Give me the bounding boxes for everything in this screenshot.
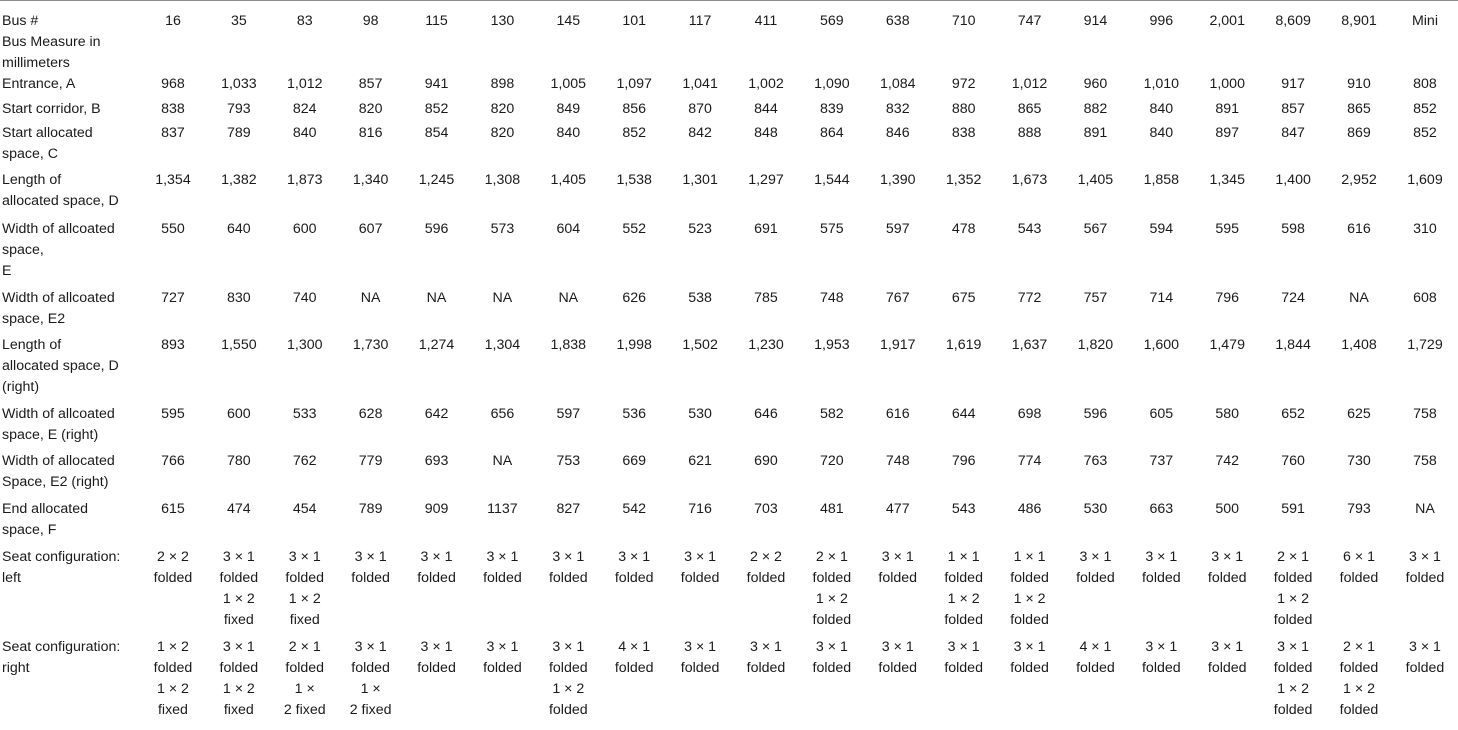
table-cell: 600 bbox=[292, 221, 317, 237]
table-cell: 1,390 bbox=[880, 172, 916, 188]
table-cell: 720 bbox=[820, 453, 844, 469]
table-cell: 2 × 1 folded 1 × 2 fixed bbox=[283, 639, 326, 718]
table-cell: 543 bbox=[1017, 221, 1042, 237]
table-cell: 869 bbox=[1347, 125, 1371, 141]
table-cell: 1,005 bbox=[550, 76, 587, 92]
table-cell: 698 bbox=[1017, 406, 1042, 422]
table-cell: 2 × 2 folded bbox=[153, 549, 193, 586]
table-cell: 3 × 1 folded 1 × 2 fixed bbox=[219, 549, 259, 628]
table-cell: 3 × 1 folded bbox=[1010, 639, 1049, 676]
table-cell: 530 bbox=[1083, 501, 1108, 517]
table-cell: 604 bbox=[556, 221, 581, 237]
table-cell: 737 bbox=[1149, 453, 1174, 469]
header-cell-bus-number: 16 bbox=[165, 13, 181, 29]
table-cell: 779 bbox=[358, 453, 383, 469]
table-cell: 1,550 bbox=[221, 337, 257, 353]
header-cell-bus-number: 117 bbox=[688, 13, 712, 29]
table-cell: 536 bbox=[622, 406, 647, 422]
table-cell: 1,729 bbox=[1407, 337, 1443, 353]
table-cell: 789 bbox=[227, 125, 251, 141]
table-cell: 1,041 bbox=[682, 76, 718, 92]
header-cell-bus-number: 35 bbox=[230, 13, 247, 29]
table-cell: 1,245 bbox=[418, 172, 455, 188]
table-cell: 854 bbox=[424, 125, 449, 141]
table-cell: 842 bbox=[688, 125, 712, 141]
table-cell: 1,012 bbox=[1011, 76, 1048, 92]
table-row bbox=[0, 637, 1458, 723]
table-cell: 724 bbox=[1281, 290, 1305, 306]
table-row bbox=[0, 170, 1458, 219]
table-cell: 693 bbox=[424, 453, 449, 469]
table-cell: 763 bbox=[1083, 453, 1108, 469]
table-cell: 796 bbox=[1215, 290, 1240, 306]
table-cell: 597 bbox=[885, 221, 910, 237]
header-cell-bus-number: 2,001 bbox=[1209, 13, 1245, 29]
table-cell: 3 × 1 folded bbox=[680, 549, 720, 586]
table-cell: 646 bbox=[754, 406, 778, 422]
table-cell: 1,953 bbox=[814, 337, 850, 353]
header-cell-bus-number: 710 bbox=[951, 13, 976, 29]
table-cell: 595 bbox=[161, 406, 185, 422]
table-cell: 1,838 bbox=[550, 337, 587, 353]
table-cell: 748 bbox=[885, 453, 910, 469]
table-cell: 628 bbox=[358, 406, 383, 422]
table-cell: 1,544 bbox=[814, 172, 850, 188]
table-cell: 3 × 1 folded bbox=[483, 639, 522, 676]
table-cell: 891 bbox=[1215, 101, 1240, 117]
table-cell: 669 bbox=[622, 453, 647, 469]
table-cell: 1,097 bbox=[616, 76, 652, 92]
table-cell: 1,637 bbox=[1011, 337, 1048, 353]
table-cell: 3 × 1 folded 1 × 2 fixed bbox=[219, 639, 259, 718]
table-cell: 1 × 1 folded 1 × 2 folded bbox=[1010, 549, 1049, 628]
table-cell: NA bbox=[426, 290, 447, 306]
table-cell: 1,873 bbox=[286, 172, 323, 188]
table-cell: 820 bbox=[490, 125, 515, 141]
table-cell: 1,033 bbox=[221, 76, 257, 92]
table-cell: 870 bbox=[688, 101, 712, 117]
header-cell-bus-number: 145 bbox=[556, 13, 581, 29]
table-cell: 542 bbox=[622, 501, 647, 517]
table-cell: 888 bbox=[1017, 125, 1042, 141]
table-cell: 844 bbox=[754, 101, 778, 117]
table-cell: 6 × 1 folded bbox=[1339, 549, 1379, 586]
table-cell: 1137 bbox=[487, 501, 518, 517]
table-cell: 838 bbox=[951, 125, 976, 141]
table-cell: 3 × 1 folded bbox=[1405, 639, 1445, 676]
table-cell: 3 × 1 folded bbox=[746, 639, 786, 676]
table-cell: 1 × 2 folded 1 × 2 fixed bbox=[153, 639, 193, 718]
header-cell-bus-number: 411 bbox=[754, 13, 778, 29]
table-cell: 1,274 bbox=[418, 337, 455, 353]
table-cell: 714 bbox=[1149, 290, 1174, 306]
table-row bbox=[0, 451, 1458, 499]
row-label: Seat configuration: left bbox=[2, 549, 121, 586]
table-cell: 691 bbox=[754, 221, 778, 237]
table-cell: 500 bbox=[1215, 501, 1240, 517]
table-cell: 656 bbox=[490, 406, 515, 422]
table-cell: 820 bbox=[490, 101, 515, 117]
table-cell: 880 bbox=[951, 101, 976, 117]
table-row bbox=[0, 547, 1458, 637]
table-cell: 478 bbox=[951, 221, 976, 237]
table-cell: 3 × 1 folded bbox=[548, 549, 588, 586]
table-cell: 626 bbox=[622, 290, 647, 306]
table-cell: 3 × 1 folded 1 × 2 folded bbox=[548, 639, 588, 718]
header-cell-bus-number: 569 bbox=[820, 13, 844, 29]
table-cell: 3 × 1 folded bbox=[1141, 549, 1181, 586]
table-cell: 607 bbox=[358, 221, 383, 237]
table-cell: 840 bbox=[1149, 101, 1174, 117]
table-cell: 1,297 bbox=[748, 172, 784, 188]
header-cell-bus-number: 638 bbox=[885, 13, 910, 29]
table-cell: 550 bbox=[161, 221, 185, 237]
table-cell: 596 bbox=[1083, 406, 1108, 422]
table-cell: 910 bbox=[1347, 76, 1371, 92]
table-cell: 454 bbox=[292, 501, 317, 517]
table-cell: 1,012 bbox=[286, 76, 323, 92]
table-cell: 600 bbox=[227, 406, 251, 422]
table-cell: 838 bbox=[161, 101, 185, 117]
table-cell: 760 bbox=[1281, 453, 1305, 469]
table-cell: 865 bbox=[1347, 101, 1371, 117]
table-cell: 1,858 bbox=[1143, 172, 1180, 188]
table-cell: 596 bbox=[424, 221, 449, 237]
row-label: Start corridor, B bbox=[2, 101, 101, 117]
table-cell: 917 bbox=[1281, 76, 1305, 92]
table-cell: 2 × 1 folded 1 × 2 folded bbox=[1273, 549, 1313, 628]
table-cell: 582 bbox=[820, 406, 844, 422]
table-cell: 891 bbox=[1083, 125, 1108, 141]
row-label: Width of allcoated space, E bbox=[2, 221, 115, 279]
header-cell-bus-number: Mini bbox=[1411, 13, 1438, 29]
table-cell: 3 × 1 folded bbox=[878, 549, 918, 586]
table-cell: 857 bbox=[358, 76, 383, 92]
table-cell: 766 bbox=[161, 453, 185, 469]
row-label: End allocated space, F bbox=[2, 501, 88, 538]
table-cell: 567 bbox=[1083, 221, 1108, 237]
table-cell: 1,230 bbox=[748, 337, 784, 353]
table-cell: 856 bbox=[622, 101, 647, 117]
table-cell: 3 × 1 folded bbox=[417, 549, 456, 586]
table-cell: 865 bbox=[1017, 101, 1042, 117]
table-cell: 1,000 bbox=[1209, 76, 1245, 92]
table-cell: 1,844 bbox=[1275, 337, 1311, 353]
table-cell: 1,400 bbox=[1275, 172, 1311, 188]
table-cell: 852 bbox=[424, 101, 449, 117]
header-cell-bus-number: 8,609 bbox=[1275, 13, 1311, 29]
table-cell: 4 × 1 folded bbox=[614, 639, 654, 676]
table-cell: 767 bbox=[885, 290, 910, 306]
table-cell: 796 bbox=[951, 453, 976, 469]
table-cell: 960 bbox=[1083, 76, 1108, 92]
table-cell: 727 bbox=[161, 290, 185, 306]
table-cell: 3 × 1 folded bbox=[1207, 639, 1247, 676]
table-cell: NA bbox=[360, 290, 381, 306]
row-label: Length of allocated space, D bbox=[2, 172, 119, 209]
row-label: Width of allcoated space, E (right) bbox=[2, 406, 115, 443]
table-cell: 675 bbox=[951, 290, 976, 306]
table-cell: 753 bbox=[556, 453, 581, 469]
table-cell: 852 bbox=[1413, 125, 1437, 141]
table-cell: 1 × 1 folded 1 × 2 folded bbox=[944, 549, 983, 628]
table-cell: 703 bbox=[754, 501, 778, 517]
table-cell: 1,820 bbox=[1077, 337, 1114, 353]
row-label: Width of allcoated space, E2 bbox=[2, 290, 115, 327]
table-row bbox=[0, 499, 1458, 547]
table-cell: 780 bbox=[227, 453, 251, 469]
table-cell: 774 bbox=[1017, 453, 1042, 469]
table-row bbox=[0, 74, 1458, 99]
table-cell: 849 bbox=[556, 101, 581, 117]
table-cell: 748 bbox=[820, 290, 844, 306]
table-cell: 3 × 1 folded bbox=[944, 639, 983, 676]
table-cell: 2,952 bbox=[1341, 172, 1377, 188]
table-cell: 824 bbox=[292, 101, 317, 117]
table-cell: 1,619 bbox=[945, 337, 982, 353]
table-cell: 597 bbox=[556, 406, 581, 422]
table-cell: 3 × 1 folded 1 × 2 fixed bbox=[285, 549, 325, 628]
row-label: Entrance, A bbox=[2, 76, 76, 92]
table-cell: 2 × 1 folded 1 × 2 folded bbox=[812, 549, 852, 628]
header-cell-bus-number: 101 bbox=[622, 13, 647, 29]
table-cell: 898 bbox=[490, 76, 515, 92]
table-cell: 1,354 bbox=[155, 172, 191, 188]
table-cell: 1,609 bbox=[1407, 172, 1443, 188]
table-cell: 840 bbox=[556, 125, 581, 141]
table-cell: 847 bbox=[1281, 125, 1305, 141]
table-cell: 1,352 bbox=[945, 172, 982, 188]
row-label: Width of allocated Space, E2 (right) bbox=[2, 453, 115, 490]
table-cell: 310 bbox=[1413, 221, 1437, 237]
table-cell: 663 bbox=[1149, 501, 1174, 517]
table-cell: 1,300 bbox=[286, 337, 323, 353]
table-cell: 1,084 bbox=[880, 76, 916, 92]
table-cell: NA bbox=[558, 290, 579, 306]
table-cell: 3 × 1 folded 1 × 2 fixed bbox=[349, 639, 392, 718]
table-cell: 840 bbox=[1149, 125, 1174, 141]
table-cell: 1,340 bbox=[352, 172, 389, 188]
table-cell: 1,304 bbox=[484, 337, 521, 353]
table-cell: 538 bbox=[688, 290, 712, 306]
table-cell: 1,405 bbox=[1077, 172, 1114, 188]
table-cell: 1,600 bbox=[1143, 337, 1180, 353]
table-row bbox=[0, 219, 1458, 288]
table-cell: 595 bbox=[1215, 221, 1240, 237]
table-cell: 857 bbox=[1281, 101, 1305, 117]
table-cell: 864 bbox=[820, 125, 844, 141]
table-cell: 1,002 bbox=[748, 76, 784, 92]
table-cell: 3 × 1 folded 1 × 2 folded bbox=[1273, 639, 1313, 718]
table-cell: 608 bbox=[1413, 290, 1437, 306]
table-cell: 605 bbox=[1149, 406, 1174, 422]
table-cell: 852 bbox=[1413, 101, 1437, 117]
table-cell: 644 bbox=[951, 406, 976, 422]
table-cell: 591 bbox=[1281, 501, 1305, 517]
table-cell: 1,382 bbox=[221, 172, 257, 188]
table-cell: NA bbox=[492, 453, 513, 469]
table-cell: 1,502 bbox=[682, 337, 718, 353]
table-row bbox=[0, 123, 1458, 170]
row-label: Length of allocated space, D (right) bbox=[2, 337, 119, 395]
table-cell: 730 bbox=[1347, 453, 1371, 469]
table-cell: 820 bbox=[358, 101, 383, 117]
table-cell: 652 bbox=[1281, 406, 1305, 422]
table-cell: 742 bbox=[1215, 453, 1240, 469]
table-cell: 1,479 bbox=[1209, 337, 1245, 353]
table-cell: 474 bbox=[227, 501, 251, 517]
table-cell: 575 bbox=[820, 221, 844, 237]
table-cell: 897 bbox=[1215, 125, 1240, 141]
table-cell: 3 × 1 folded bbox=[812, 639, 852, 676]
table-cell: 642 bbox=[424, 406, 449, 422]
table-cell: 616 bbox=[1347, 221, 1371, 237]
table-cell: 3 × 1 folded bbox=[878, 639, 918, 676]
table-row bbox=[0, 404, 1458, 451]
table-cell: 1,538 bbox=[616, 172, 652, 188]
table-cell: 758 bbox=[1413, 406, 1437, 422]
header-cell-bus-number: 996 bbox=[1149, 13, 1174, 29]
table-cell: 762 bbox=[292, 453, 317, 469]
table-cell: 852 bbox=[622, 125, 647, 141]
header-row bbox=[0, 1, 1458, 75]
table-cell: 830 bbox=[227, 290, 251, 306]
table-cell: 598 bbox=[1281, 221, 1305, 237]
table-cell: 848 bbox=[754, 125, 778, 141]
table-cell: 909 bbox=[424, 501, 449, 517]
table-cell: 757 bbox=[1083, 290, 1108, 306]
table-cell: 3 × 1 folded bbox=[351, 549, 390, 586]
table-cell: 716 bbox=[688, 501, 712, 517]
table-cell: NA bbox=[492, 290, 513, 306]
table-cell: 3 × 1 folded bbox=[417, 639, 456, 676]
table-cell: 3 × 1 folded bbox=[614, 549, 654, 586]
table-cell: 3 × 1 folded bbox=[1076, 549, 1115, 586]
table-row bbox=[0, 99, 1458, 123]
table-cell: 893 bbox=[161, 337, 185, 353]
table-cell: 740 bbox=[292, 290, 317, 306]
header-cell-bus-number: 130 bbox=[490, 13, 515, 29]
table-cell: 816 bbox=[358, 125, 383, 141]
table-cell: NA bbox=[1349, 290, 1369, 306]
table-cell: 481 bbox=[820, 501, 844, 517]
header-cell-bus-number: 747 bbox=[1017, 13, 1042, 29]
table-cell: 1,090 bbox=[814, 76, 850, 92]
row-label: Seat configuration: right bbox=[2, 639, 121, 676]
table-cell: 2 × 1 folded 1 × 2 folded bbox=[1339, 639, 1379, 718]
table-cell: 789 bbox=[358, 501, 383, 517]
table-cell: 580 bbox=[1215, 406, 1240, 422]
table-row bbox=[0, 335, 1458, 404]
table-cell: 3 × 1 folded bbox=[1141, 639, 1181, 676]
table-cell: 530 bbox=[688, 406, 712, 422]
table-cell: NA bbox=[1415, 501, 1435, 517]
table-cell: 758 bbox=[1413, 453, 1437, 469]
table-cell: 3 × 1 folded bbox=[680, 639, 720, 676]
header-cell-bus-number: 914 bbox=[1083, 13, 1108, 29]
table-cell: 1,308 bbox=[484, 172, 521, 188]
table-cell: 832 bbox=[885, 101, 910, 117]
table-cell: 640 bbox=[227, 221, 251, 237]
table-cell: 3 × 1 folded bbox=[1207, 549, 1247, 586]
table-cell: 1,673 bbox=[1011, 172, 1048, 188]
table-cell: 1,730 bbox=[352, 337, 389, 353]
table-cell: 3 × 1 folded bbox=[483, 549, 522, 586]
table-cell: 1,345 bbox=[1209, 172, 1245, 188]
table-cell: 616 bbox=[885, 406, 910, 422]
table-cell: 4 × 1 folded bbox=[1076, 639, 1115, 676]
row-label: Start allocated space, C bbox=[2, 125, 93, 162]
table-cell: 1,917 bbox=[880, 337, 916, 353]
table-cell: 594 bbox=[1149, 221, 1174, 237]
table-cell: 793 bbox=[227, 101, 251, 117]
table-cell: 573 bbox=[490, 221, 515, 237]
table-cell: 625 bbox=[1347, 406, 1371, 422]
header-label: Bus # Bus Measure in millimeters bbox=[2, 13, 101, 71]
header-cell-bus-number: 8,901 bbox=[1341, 13, 1377, 29]
table-cell: 533 bbox=[292, 406, 317, 422]
table-cell: 846 bbox=[885, 125, 910, 141]
table-cell: 621 bbox=[688, 453, 712, 469]
table-cell: 793 bbox=[1347, 501, 1371, 517]
table-cell: 968 bbox=[161, 76, 185, 92]
table-cell: 772 bbox=[1017, 290, 1042, 306]
table-cell: 840 bbox=[292, 125, 317, 141]
table-cell: 785 bbox=[754, 290, 778, 306]
table-cell: 808 bbox=[1413, 76, 1437, 92]
table-cell: 690 bbox=[754, 453, 778, 469]
table-cell: 543 bbox=[951, 501, 976, 517]
table-cell: 827 bbox=[556, 501, 581, 517]
table-cell: 552 bbox=[622, 221, 647, 237]
table-cell: 1,408 bbox=[1341, 337, 1377, 353]
table-cell: 615 bbox=[161, 501, 185, 517]
table-cell: 3 × 1 folded bbox=[1405, 549, 1445, 586]
table-cell: 523 bbox=[688, 221, 712, 237]
table-cell: 2 × 2 folded bbox=[746, 549, 786, 586]
table-cell: 486 bbox=[1017, 501, 1042, 517]
table-cell: 477 bbox=[885, 501, 910, 517]
table-cell: 972 bbox=[951, 76, 976, 92]
table-cell: 1,998 bbox=[616, 337, 652, 353]
header-cell-bus-number: 115 bbox=[425, 13, 448, 29]
table-cell: 882 bbox=[1083, 101, 1108, 117]
table-row bbox=[0, 288, 1458, 335]
table-cell: 1,301 bbox=[682, 172, 718, 188]
table-cell: 1,010 bbox=[1143, 76, 1180, 92]
table-cell: 941 bbox=[424, 76, 449, 92]
table-cell: 1,405 bbox=[550, 172, 587, 188]
header-cell-bus-number: 98 bbox=[362, 13, 379, 29]
header-cell-bus-number: 83 bbox=[296, 13, 313, 29]
table-cell: 839 bbox=[820, 101, 844, 117]
table-cell: 837 bbox=[161, 125, 185, 141]
